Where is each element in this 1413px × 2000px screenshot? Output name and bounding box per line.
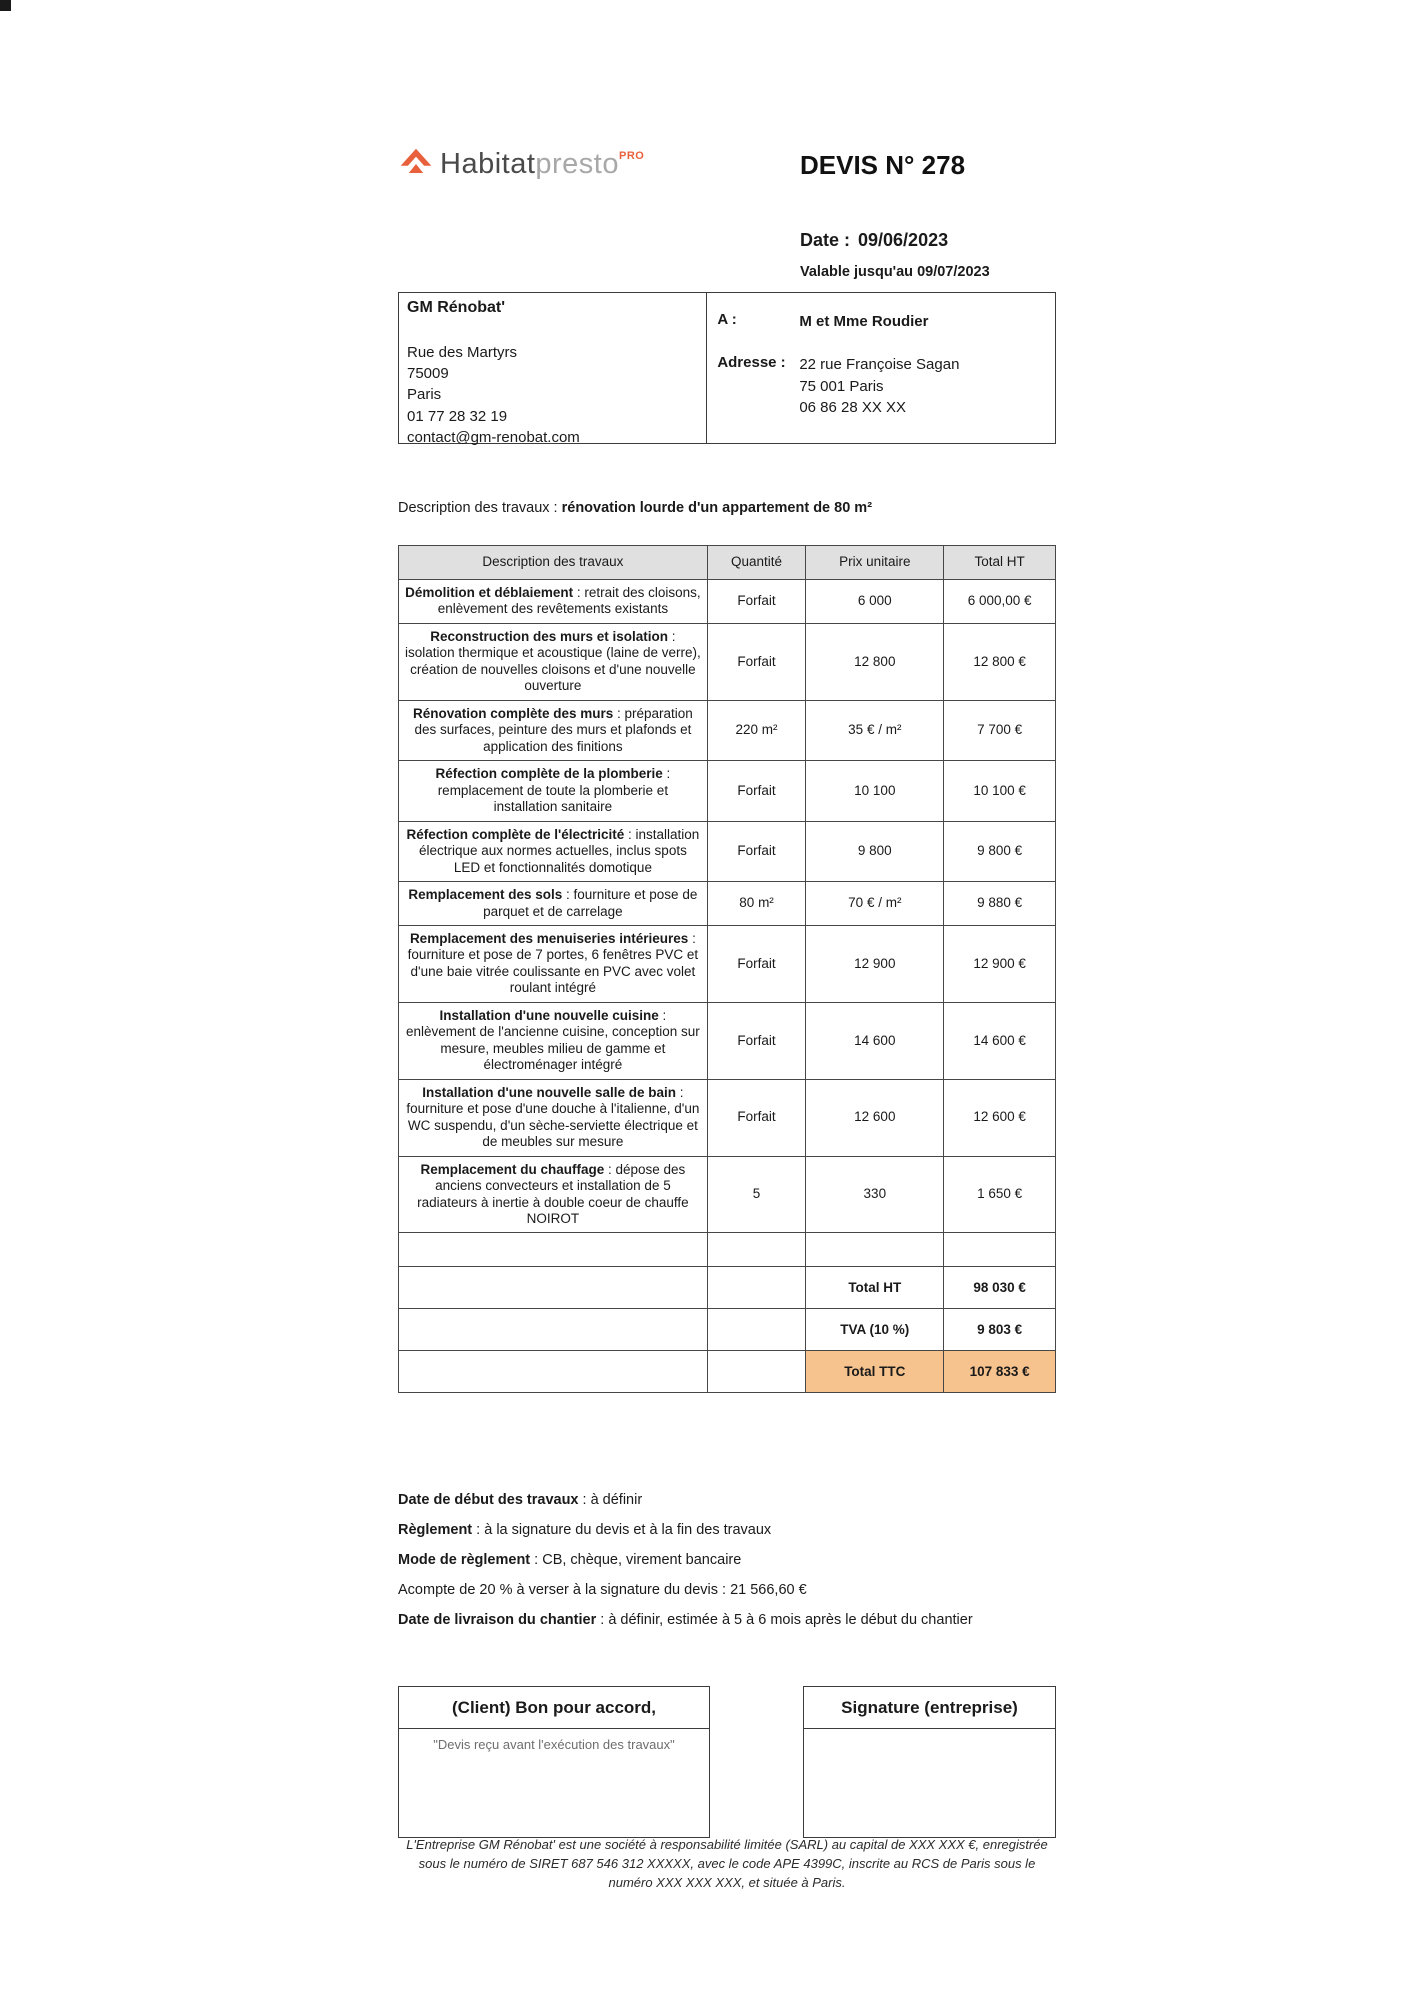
company-street: Rue des Martyrs xyxy=(407,343,518,361)
total-ttc-row xyxy=(399,1351,1056,1393)
company-signature-box xyxy=(803,1686,1056,1838)
total-ht-row xyxy=(399,1267,1056,1309)
company-block xyxy=(399,293,707,446)
table-row: Installation d'une nouvelle salle de bain : fourniture et pose d'une douche à l'italienne, d'un WC suspendu, d'un sèche-serviette électrique et de meubles sur mesure Forfait 12 600 12 600 € xyxy=(399,1079,1056,1156)
table-row: Réfection complète de la plomberie : remplacement de toute la plomberie et installation sanitaire Forfait 10 100 10 100 € xyxy=(399,761,1056,821)
header-total-ht: Total HT xyxy=(944,546,1056,580)
client-to-row xyxy=(717,311,1047,332)
total-ht-value: 98 030 € xyxy=(944,1267,1056,1309)
table-row: Réfection complète de l'électricité : installation électrique aux normes actuelles, inclus spots LED et fonctionnalités domotique Forfait 9 800 9 800 € xyxy=(399,821,1056,881)
works-intro-label: Description des travaux : xyxy=(398,500,562,516)
company-zip: 75009 xyxy=(407,365,449,383)
term-delivery-date: Date de livraison du chantier : à définir, estimée à 5 à 6 mois après le début du chantier xyxy=(398,1612,973,1628)
header-quantity: Quantité xyxy=(707,546,806,580)
client-name: M et Mme Roudier xyxy=(799,313,929,330)
quote-table xyxy=(398,545,1056,1393)
company-city: Paris xyxy=(407,386,442,404)
table-empty-row xyxy=(399,1233,1056,1267)
client-signature-note: "Devis reçu avant l'exécution des travaux" xyxy=(433,1737,675,1752)
client-address-row xyxy=(717,354,1047,418)
company-email: contact@gm-renobat.com xyxy=(407,428,580,446)
client-phone: 06 86 28 XX XX xyxy=(799,398,907,416)
company-signature-area xyxy=(804,1729,1055,1745)
client-signature-title: (Client) Bon pour accord, xyxy=(399,1687,709,1729)
payment-terms xyxy=(398,1492,1078,1642)
logo-presto-text: presto xyxy=(535,147,619,180)
total-ht-label: Total HT xyxy=(806,1267,944,1309)
devis-number-title: DEVIS N° 278 xyxy=(800,150,966,180)
header-description: Description des travaux xyxy=(399,546,708,580)
tva-label: TVA (10 %) xyxy=(806,1309,944,1351)
company-phone: 01 77 28 32 19 xyxy=(407,407,508,425)
client-city: 75 001 Paris xyxy=(799,377,884,395)
valid-until: Valable jusqu'au 09/07/2023 xyxy=(800,264,990,280)
term-payment: Règlement : à la signature du devis et à la fin des travaux xyxy=(398,1522,772,1538)
legal-footer: L'Entreprise GM Rénobat' est une société à responsabilité limitée (SARL) au capital de XXX XXX €, enregistrée sous le numéro de SIRET 687 546 312 XXXXX, avec le code APE 4399C, inscrite au RCS de Paris sous le numéro XXX XXX XXX, et située à Paris. xyxy=(406,1837,1048,1890)
works-description-intro xyxy=(398,500,872,516)
total-ttc-label: Total TTC xyxy=(806,1351,944,1393)
logo-wordmark xyxy=(440,148,644,181)
logo-pro-badge: PRO xyxy=(619,149,645,162)
total-ttc-value: 107 833 € xyxy=(944,1351,1056,1393)
table-header-row xyxy=(399,546,1056,580)
date-value: 09/06/2023 xyxy=(858,230,949,250)
client-address-value xyxy=(799,354,959,418)
term-deposit: Acompte de 20 % à verser à la signature du devis : 21 566,60 € xyxy=(398,1582,807,1598)
company-signature-title: Signature (entreprise) xyxy=(804,1687,1055,1729)
table-row: Rénovation complète des murs : préparation des surfaces, peinture des murs et plafonds et application des finitions 220 m² 35 € / m² 7 700 € xyxy=(399,700,1056,760)
client-to-label: A : xyxy=(717,311,737,328)
client-street: 22 rue Françoise Sagan xyxy=(799,356,960,374)
habitatpresto-house-icon xyxy=(398,146,434,182)
tva-row xyxy=(399,1309,1056,1351)
logo-habitat-text: Habitat xyxy=(440,147,536,180)
works-intro-bold: rénovation lourde d'un appartement de 80 m² xyxy=(561,500,873,516)
date-label: Date : xyxy=(800,230,851,250)
devis-date xyxy=(800,230,948,251)
header-unit-price: Prix unitaire xyxy=(806,546,944,580)
company-name: GM Rénobat' xyxy=(407,299,506,316)
term-start-date: Date de début des travaux : à définir xyxy=(398,1492,643,1508)
client-address-label: Adresse : xyxy=(717,354,786,372)
table-row: Remplacement des sols : fourniture et pose de parquet et de carrelage 80 m² 70 € / m² 9 880 € xyxy=(399,882,1056,926)
term-payment-mode: Mode de règlement : CB, chèque, virement bancaire xyxy=(398,1552,742,1568)
client-signature-box xyxy=(398,1686,710,1838)
parties-address-box xyxy=(398,292,1056,444)
table-row: Reconstruction des murs et isolation : isolation thermique et acoustique (laine de verre), création de nouvelles cloisons et d'une nouvelle ouverture Forfait 12 800 12 800 € xyxy=(399,623,1056,700)
table-row: Installation d'une nouvelle cuisine : enlèvement de l'ancienne cuisine, conception sur mesure, meubles milieu de gamme et électroménager intégré Forfait 14 600 14 600 € xyxy=(399,1002,1056,1079)
table-row: Remplacement du chauffage : dépose des anciens convecteurs et installation de 5 radiateurs à inertie à double coeur de chauffe NOIROT 5 330 1 650 € xyxy=(399,1156,1056,1233)
table-row: Remplacement des menuiseries intérieures : fourniture et pose de 7 portes, 6 fenêtres PVC et d'une baie vitrée coulissante en PVC avec volet roulant intégré Forfait 12 900 12 900 € xyxy=(399,925,1056,1002)
client-block xyxy=(707,293,1055,443)
page-corner-mark xyxy=(0,0,11,11)
table-row: Démolition et déblaiement : retrait des cloisons, enlèvement des revêtements existants Forfait 6 000 6 000,00 € xyxy=(399,580,1056,624)
habitatpresto-logo xyxy=(398,146,644,182)
tva-value: 9 803 € xyxy=(944,1309,1056,1351)
